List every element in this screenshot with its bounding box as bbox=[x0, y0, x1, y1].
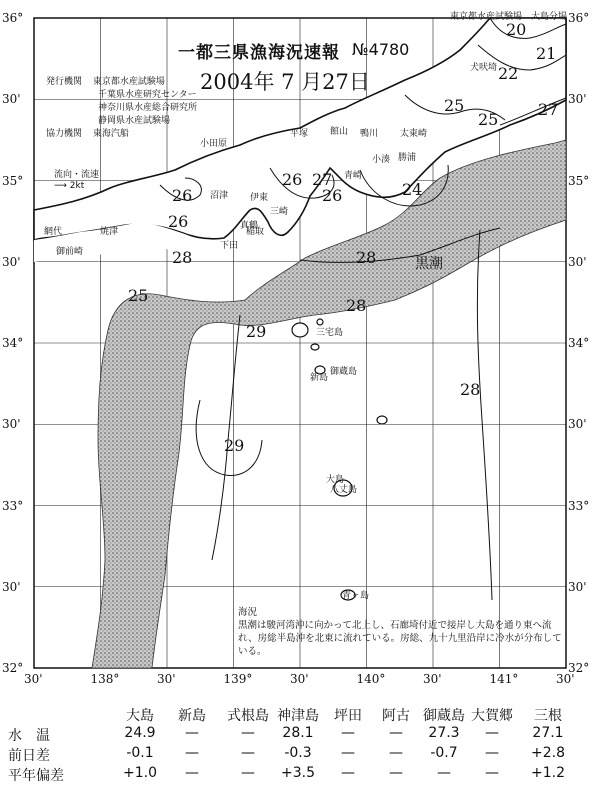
table-row bbox=[0, 745, 600, 763]
table-cell: 27.3 bbox=[428, 725, 460, 741]
isotherm-label: 25 bbox=[478, 110, 499, 129]
latitude-label: 32° bbox=[568, 661, 590, 675]
page-title: 一都三県漁海況速報 bbox=[178, 43, 340, 63]
latitude-label: 30' bbox=[2, 579, 21, 594]
sea-condition-note bbox=[238, 606, 568, 658]
isotherm-label: 21 bbox=[536, 44, 557, 63]
latitude-label: 33° bbox=[2, 498, 24, 513]
longitude-label: 30' bbox=[556, 672, 575, 686]
table-cell: +1.0 bbox=[123, 765, 157, 781]
table-cell: -0.7 bbox=[430, 745, 458, 761]
table-cell: 28.1 bbox=[282, 725, 314, 741]
arrow-icon: ⟶ bbox=[54, 181, 67, 191]
latitude-label: 32° bbox=[2, 661, 24, 675]
table-cell: — bbox=[185, 745, 199, 761]
latitude-label: 30' bbox=[568, 92, 587, 107]
table-header-row bbox=[0, 705, 600, 723]
latitude-label: 34° bbox=[568, 336, 590, 350]
latitude-label: 36° bbox=[2, 11, 24, 25]
table-cell: — bbox=[241, 725, 255, 741]
isotherm-label: 25 bbox=[444, 96, 465, 115]
latitude-label: 30' bbox=[2, 254, 21, 269]
issuer-4: 静岡県水産試験場 bbox=[98, 116, 171, 126]
place-label: 真鶴 bbox=[240, 221, 259, 231]
place-label: 下田 bbox=[220, 241, 239, 251]
latitude-label: 35° bbox=[568, 173, 590, 188]
longitude-label: 30' bbox=[24, 672, 43, 686]
place-label: 網代 bbox=[44, 227, 63, 237]
table-cell: — bbox=[341, 725, 355, 741]
sea-condition-text: 黒潮は駿河湾沖に向かって北上し、石廊埼付近で接岸し大島を通り東へ流れ、房総半島沖を北東に流れている。房総、九十九里沿岸に冷水が分布している。 bbox=[238, 620, 562, 657]
isotherm-label: 28 bbox=[460, 380, 481, 399]
place-label: 焼津 bbox=[100, 227, 119, 237]
table-cell: — bbox=[241, 745, 255, 761]
table-cell: — bbox=[485, 725, 499, 741]
isotherm-label: 26 bbox=[172, 186, 193, 205]
station-header: 式根島 bbox=[227, 708, 269, 724]
table-cell: -0.1 bbox=[126, 745, 154, 761]
isotherm-label: 27 bbox=[538, 100, 559, 119]
isotherm-label: 22 bbox=[498, 64, 519, 83]
latitude-label: 30' bbox=[568, 254, 587, 269]
table-cell: — bbox=[485, 745, 499, 761]
place-label: 稲取 bbox=[246, 227, 265, 237]
place-label: 黒潮 bbox=[415, 256, 443, 272]
isotherm-label: 29 bbox=[224, 436, 245, 455]
latitude-label: 30' bbox=[568, 579, 587, 594]
place-label: 館山 bbox=[330, 127, 349, 137]
table-row bbox=[0, 725, 600, 743]
row-label: 平年偏差 bbox=[8, 768, 64, 784]
isotherm-label: 26 bbox=[168, 212, 189, 231]
latitude-label: 30' bbox=[2, 92, 21, 107]
table-cell: 24.9 bbox=[124, 725, 156, 741]
place-label: 御蔵島 bbox=[330, 367, 358, 377]
place-label: 大島 bbox=[326, 475, 345, 485]
place-label: 鴨川 bbox=[360, 129, 379, 139]
longitude-label: 141° bbox=[489, 672, 519, 686]
station-header: 三根 bbox=[534, 708, 562, 724]
place-label: 小湊 bbox=[372, 155, 391, 165]
isotherm-label: 29 bbox=[246, 322, 267, 341]
issuer-2: 千葉県水産研究センター bbox=[98, 90, 197, 100]
table-cell: — bbox=[389, 765, 403, 781]
latitude-label: 36° bbox=[568, 11, 590, 25]
station-header: 神津島 bbox=[277, 708, 319, 724]
place-label: 平塚 bbox=[290, 129, 309, 139]
isotherm-label: 24 bbox=[402, 180, 423, 199]
island-oshima bbox=[292, 323, 308, 337]
station-header: 大賀郷 bbox=[471, 708, 513, 724]
isotherm-label: 27 bbox=[312, 170, 333, 189]
station-header: 新島 bbox=[178, 708, 206, 724]
report-date: 2004年 7 月27日 bbox=[200, 70, 370, 94]
place-label: 三崎 bbox=[270, 207, 289, 217]
place-label: 勝浦 bbox=[398, 153, 417, 163]
table-cell: 27.1 bbox=[532, 725, 564, 741]
longitude-label: 30' bbox=[157, 672, 176, 686]
place-label: 新島 bbox=[310, 373, 329, 383]
issuer-3: 神奈川県水産総合研究所 bbox=[98, 103, 198, 113]
latitude-label: 30' bbox=[568, 417, 587, 432]
table-cell: +3.5 bbox=[281, 765, 315, 781]
isotherm-label: 26 bbox=[322, 186, 343, 205]
longitude-label: 139° bbox=[223, 672, 253, 686]
place-label: 御前崎 bbox=[56, 247, 84, 257]
publisher-block bbox=[46, 76, 197, 141]
flow-legend bbox=[54, 170, 99, 192]
station-header: 阿古 bbox=[382, 708, 410, 724]
isotherm-label: 28 bbox=[356, 248, 377, 267]
place-label: 伊東 bbox=[250, 193, 269, 203]
table-cell: +2.8 bbox=[531, 745, 565, 761]
table-cell: — bbox=[389, 745, 403, 761]
station-header: 坪田 bbox=[334, 708, 362, 724]
table-cell: -0.3 bbox=[284, 745, 312, 761]
station-header: 大島 bbox=[126, 708, 154, 724]
station-header: 御蔵島 bbox=[423, 708, 465, 724]
island-aogashima bbox=[317, 319, 323, 325]
row-label: 水 温 bbox=[8, 728, 50, 744]
issuer-1: 東京都水産試験場 bbox=[92, 77, 165, 87]
place-label: 三宅島 bbox=[316, 328, 344, 338]
sea-condition-heading: 海況 bbox=[238, 607, 258, 618]
isotherm-label: 28 bbox=[346, 296, 367, 315]
longitude-label: 140° bbox=[356, 672, 386, 686]
place-label: 青ヶ島 bbox=[342, 591, 370, 601]
longitude-label: 30' bbox=[290, 672, 309, 686]
longitude-label: 138° bbox=[90, 672, 120, 686]
island-mikura bbox=[377, 416, 387, 424]
source-label: 東京都水産試験場 大島分場 bbox=[450, 12, 568, 22]
issue-number: №4780 bbox=[352, 40, 410, 59]
isotherm-label: 20 bbox=[506, 20, 527, 39]
place-label: 青崎 bbox=[344, 171, 363, 181]
latitude-label: 34° bbox=[2, 336, 24, 350]
place-label: 小田原 bbox=[200, 139, 228, 149]
place-label: 太東崎 bbox=[400, 129, 428, 139]
latitude-label: 35° bbox=[2, 173, 24, 188]
issuer-label: 発行機関 bbox=[46, 77, 83, 87]
table-row bbox=[0, 765, 600, 783]
table-cell: — bbox=[185, 765, 199, 781]
place-label: 八丈島 bbox=[330, 485, 358, 495]
coop-org: 東海汽船 bbox=[92, 129, 129, 139]
flow-legend-label: 流向・流速 bbox=[54, 170, 100, 180]
table-cell: — bbox=[185, 725, 199, 741]
longitude-label: 30' bbox=[423, 672, 442, 686]
table-cell: — bbox=[341, 765, 355, 781]
table-cell: — bbox=[389, 725, 403, 741]
isotherm-label: 28 bbox=[172, 248, 193, 267]
latitude-label: 30' bbox=[2, 417, 21, 432]
isotherm-label: 25 bbox=[128, 286, 149, 305]
table-cell: — bbox=[241, 765, 255, 781]
island-toshima bbox=[311, 344, 319, 350]
isotherm-label: 26 bbox=[282, 170, 303, 189]
table-cell: — bbox=[341, 745, 355, 761]
coop-label: 協力機関 bbox=[46, 129, 83, 139]
latitude-label: 33° bbox=[568, 498, 590, 513]
place-label: 犬吠埼 bbox=[470, 63, 498, 73]
table-cell: — bbox=[485, 765, 499, 781]
table-cell: +1.2 bbox=[531, 765, 565, 781]
flow-legend-scale: 2kt bbox=[69, 181, 85, 191]
table-cell: — bbox=[437, 765, 451, 781]
row-label: 前日差 bbox=[8, 748, 50, 764]
place-label: 沼津 bbox=[210, 191, 229, 201]
